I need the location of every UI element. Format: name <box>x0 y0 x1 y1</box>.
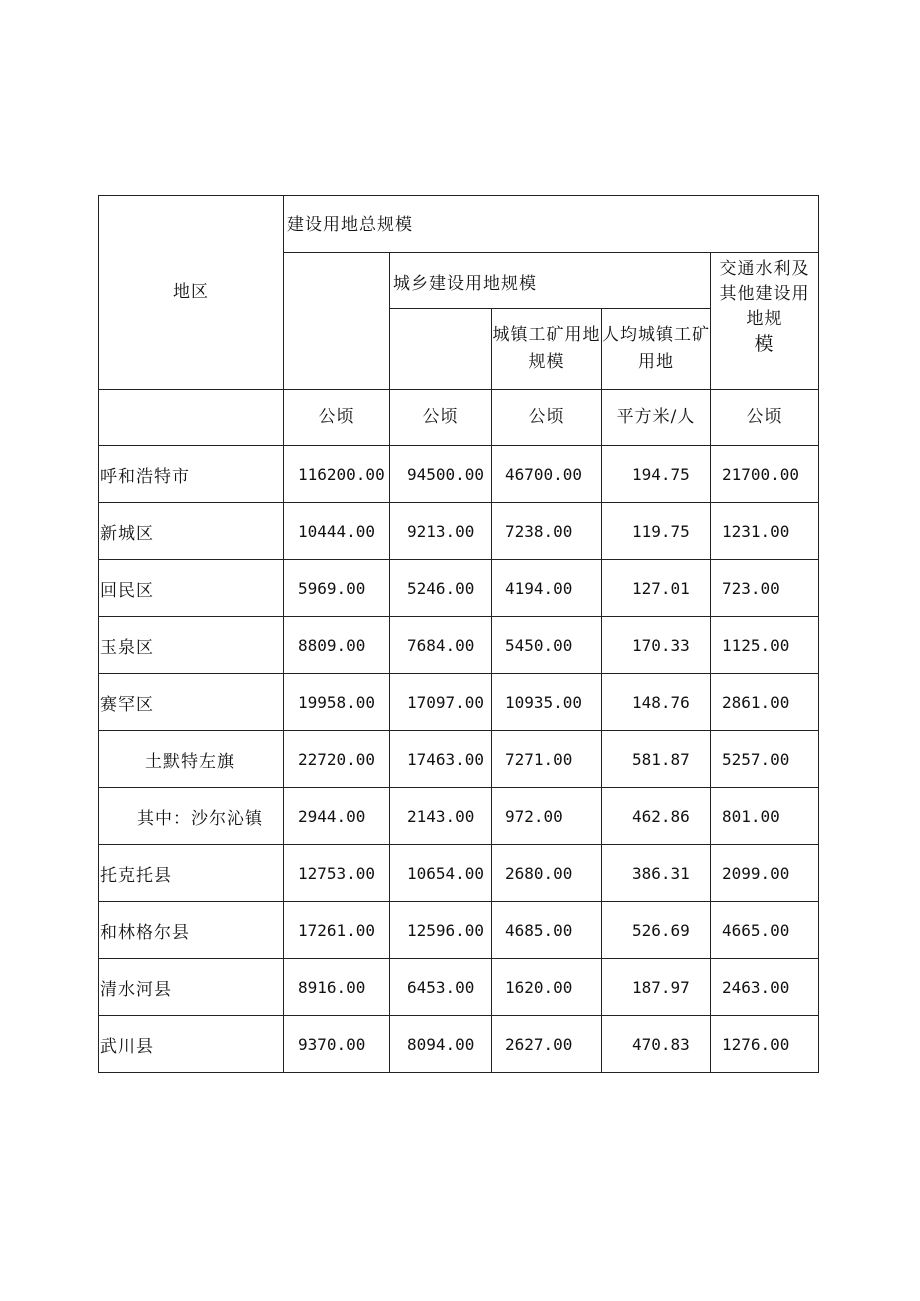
total-cell: 22720.00 <box>284 731 390 788</box>
unit-cell: 公顷 <box>492 390 602 446</box>
header-total-land: 建设用地总规模 <box>284 196 819 253</box>
table-row <box>99 788 819 845</box>
unit-cell: 平方米/人 <box>602 390 711 446</box>
transport-cell: 723.00 <box>711 560 819 617</box>
header-region: 地区 <box>99 196 284 390</box>
transport-cell: 1276.00 <box>711 1016 819 1073</box>
header-transport-text-last: 模 <box>754 333 775 355</box>
region-cell: 新城区 <box>99 503 284 560</box>
region-cell: 托克托县 <box>99 845 284 902</box>
land-use-table <box>98 195 819 1073</box>
urban-mining-cell: 2627.00 <box>492 1016 602 1073</box>
per-capita-cell: 170.33 <box>602 617 711 674</box>
header-urban-rural-blank <box>390 309 492 390</box>
table-row <box>99 503 819 560</box>
transport-cell: 801.00 <box>711 788 819 845</box>
table-row <box>99 674 819 731</box>
table-row <box>99 731 819 788</box>
per-capita-cell: 127.01 <box>602 560 711 617</box>
region-cell: 回民区 <box>99 560 284 617</box>
header-per-capita: 人均城镇工矿用地 <box>602 309 711 390</box>
per-capita-cell: 119.75 <box>602 503 711 560</box>
urban-mining-cell: 972.00 <box>492 788 602 845</box>
total-cell: 5969.00 <box>284 560 390 617</box>
per-capita-cell: 194.75 <box>602 446 711 503</box>
per-capita-cell: 386.31 <box>602 845 711 902</box>
urban-mining-cell: 5450.00 <box>492 617 602 674</box>
table-row <box>99 617 819 674</box>
urban-rural-cell: 9213.00 <box>390 503 492 560</box>
total-cell: 19958.00 <box>284 674 390 731</box>
total-cell: 2944.00 <box>284 788 390 845</box>
table-row <box>99 1016 819 1073</box>
units-row <box>99 390 819 446</box>
urban-rural-cell: 17097.00 <box>390 674 492 731</box>
urban-rural-cell: 5246.00 <box>390 560 492 617</box>
total-cell: 116200.00 <box>284 446 390 503</box>
urban-rural-cell: 10654.00 <box>390 845 492 902</box>
header-urban-rural: 城乡建设用地规模 <box>390 253 711 309</box>
total-cell: 17261.00 <box>284 902 390 959</box>
urban-rural-cell: 12596.00 <box>390 902 492 959</box>
urban-mining-cell: 1620.00 <box>492 959 602 1016</box>
urban-rural-cell: 17463.00 <box>390 731 492 788</box>
region-cell: 武川县 <box>99 1016 284 1073</box>
table-row <box>99 902 819 959</box>
transport-cell: 1125.00 <box>711 617 819 674</box>
header-total-blank <box>284 253 390 390</box>
urban-rural-cell: 94500.00 <box>390 446 492 503</box>
total-cell: 10444.00 <box>284 503 390 560</box>
per-capita-cell: 187.97 <box>602 959 711 1016</box>
unit-cell: 公顷 <box>711 390 819 446</box>
header-transport-text: 交通水利及其他建设用地规 <box>719 259 810 329</box>
region-cell: 清水河县 <box>99 959 284 1016</box>
units-region-blank <box>99 390 284 446</box>
per-capita-cell: 581.87 <box>602 731 711 788</box>
urban-mining-cell: 10935.00 <box>492 674 602 731</box>
transport-cell: 4665.00 <box>711 902 819 959</box>
urban-rural-cell: 7684.00 <box>390 617 492 674</box>
region-cell: 玉泉区 <box>99 617 284 674</box>
urban-mining-cell: 4685.00 <box>492 902 602 959</box>
total-cell: 12753.00 <box>284 845 390 902</box>
per-capita-cell: 526.69 <box>602 902 711 959</box>
urban-mining-cell: 46700.00 <box>492 446 602 503</box>
urban-mining-cell: 4194.00 <box>492 560 602 617</box>
table-body <box>99 446 819 1073</box>
urban-mining-cell: 2680.00 <box>492 845 602 902</box>
region-cell: 和林格尔县 <box>99 902 284 959</box>
table-row <box>99 560 819 617</box>
header-transport <box>711 253 819 390</box>
region-cell: 呼和浩特市 <box>99 446 284 503</box>
transport-cell: 1231.00 <box>711 503 819 560</box>
transport-cell: 2463.00 <box>711 959 819 1016</box>
per-capita-cell: 148.76 <box>602 674 711 731</box>
header-urban-mining: 城镇工矿用地规模 <box>492 309 602 390</box>
urban-mining-cell: 7271.00 <box>492 731 602 788</box>
table-row <box>99 446 819 503</box>
urban-mining-cell: 7238.00 <box>492 503 602 560</box>
urban-rural-cell: 6453.00 <box>390 959 492 1016</box>
total-cell: 9370.00 <box>284 1016 390 1073</box>
total-cell: 8809.00 <box>284 617 390 674</box>
transport-cell: 2099.00 <box>711 845 819 902</box>
per-capita-cell: 462.86 <box>602 788 711 845</box>
transport-cell: 21700.00 <box>711 446 819 503</box>
unit-cell: 公顷 <box>390 390 492 446</box>
region-cell: 其中：沙尔沁镇 <box>99 788 284 845</box>
table-row <box>99 959 819 1016</box>
total-cell: 8916.00 <box>284 959 390 1016</box>
per-capita-cell: 470.83 <box>602 1016 711 1073</box>
transport-cell: 5257.00 <box>711 731 819 788</box>
table-row <box>99 845 819 902</box>
transport-cell: 2861.00 <box>711 674 819 731</box>
unit-cell: 公顷 <box>284 390 390 446</box>
urban-rural-cell: 2143.00 <box>390 788 492 845</box>
region-cell: 赛罕区 <box>99 674 284 731</box>
region-cell: 土默特左旗 <box>99 731 284 788</box>
urban-rural-cell: 8094.00 <box>390 1016 492 1073</box>
